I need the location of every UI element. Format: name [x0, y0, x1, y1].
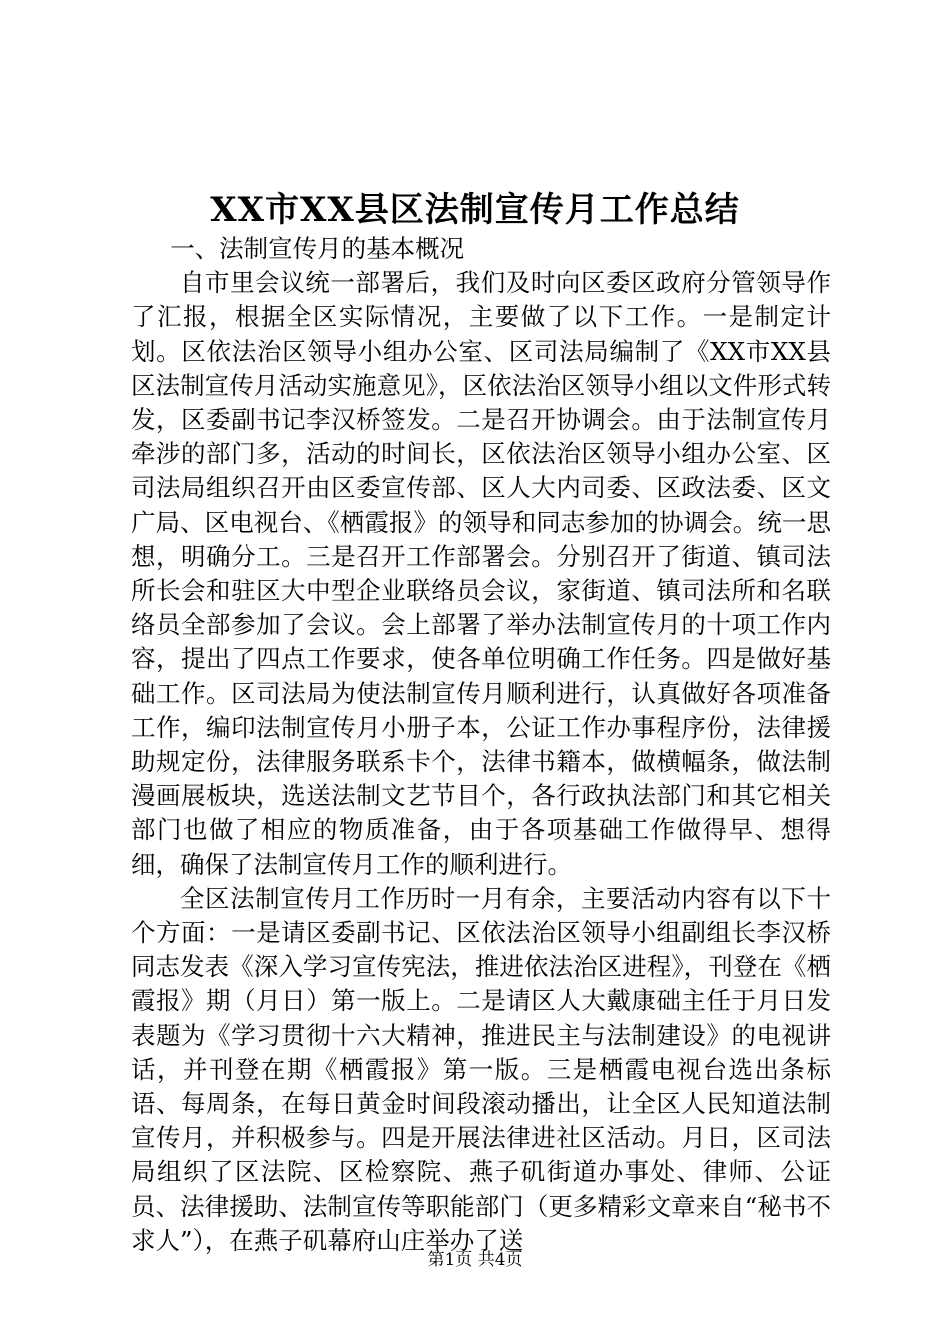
document-title: XX市XX县区法制宣传月工作总结: [210, 190, 740, 230]
paragraph-2: 全区法制宣传月工作历时一月有余，主要活动内容有以下十个方面：一是请区委副书记、区依法治区领导小组副组长李汉桥同志发表《深入学习宣传宪法，推进依法治区进程》，刊登在《栖霞报》期（月日）第一版上。二是请区人大戴康础主任于月日发表题为《学习贯彻十六大精神，推进民主与法制建设》的电视讲话，并刊登在期《栖霞报》第一版。三是栖霞电视台选出条标语、每周条，在每日黄金时间段滚动播出，让全区人民知道法制宣传月，并积极参与。四是开展法律进社区活动。月日，区司法局组织了区法院、区检察院、燕子矶街道办事处、律师、公证员、法律援助、法制宣传等职能部门（更多精彩文章来自“秘书不求人”），在燕子矶幕府山庄举办了送: [131, 883, 831, 1255]
document-body: [131, 232, 831, 1258]
page-number-footer: 第1页 共4页: [427, 1250, 523, 1270]
section-heading: 一、法制宣传月的基本概况: [170, 234, 465, 263]
paragraph-1: 自市里会议统一部署后，我们及时向区委区政府分管领导作了汇报，根据全区实际情况，主要做了以下工作。一是制定计划。区依法治区领导小组办公室、区司法局编制了《XX市XX县区法制宣传月活动实施意见》，区依法治区领导小组以文件形式转发，区委副书记李汉桥签发。二是召开协调会。由于法制宣传月牵涉的部门多，活动的时间长，区依法治区领导小组办公室、区司法局组织召开由区委宣传部、区人大内司委、区政法委、区文广局、区电视台、《栖霞报》的领导和同志参加的协调会。统一思想，明确分工。三是召开工作部署会。分别召开了街道、镇司法所长会和驻区大中型企业联络员会议，家街道、镇司法所和名联络员全部参加了会议。会上部署了举办法制宣传月的十项工作内容，提出了四点工作要求，使各单位明确工作任务。四是做好基础工作。区司法局为使法制宣传月顺利进行，认真做好各项准备工作，编印法制宣传月小册子本，公证工作办事程序份，法律援助规定份，法律服务联系卡个，法律书籍本，做横幅条，做法制漫画展板块，选送法制文艺节目个，各行政执法部门和其它相关部门也做了相应的物质准备，由于各项基础工作做得早、想得细，确保了法制宣传月工作的顺利进行。: [131, 268, 831, 879]
